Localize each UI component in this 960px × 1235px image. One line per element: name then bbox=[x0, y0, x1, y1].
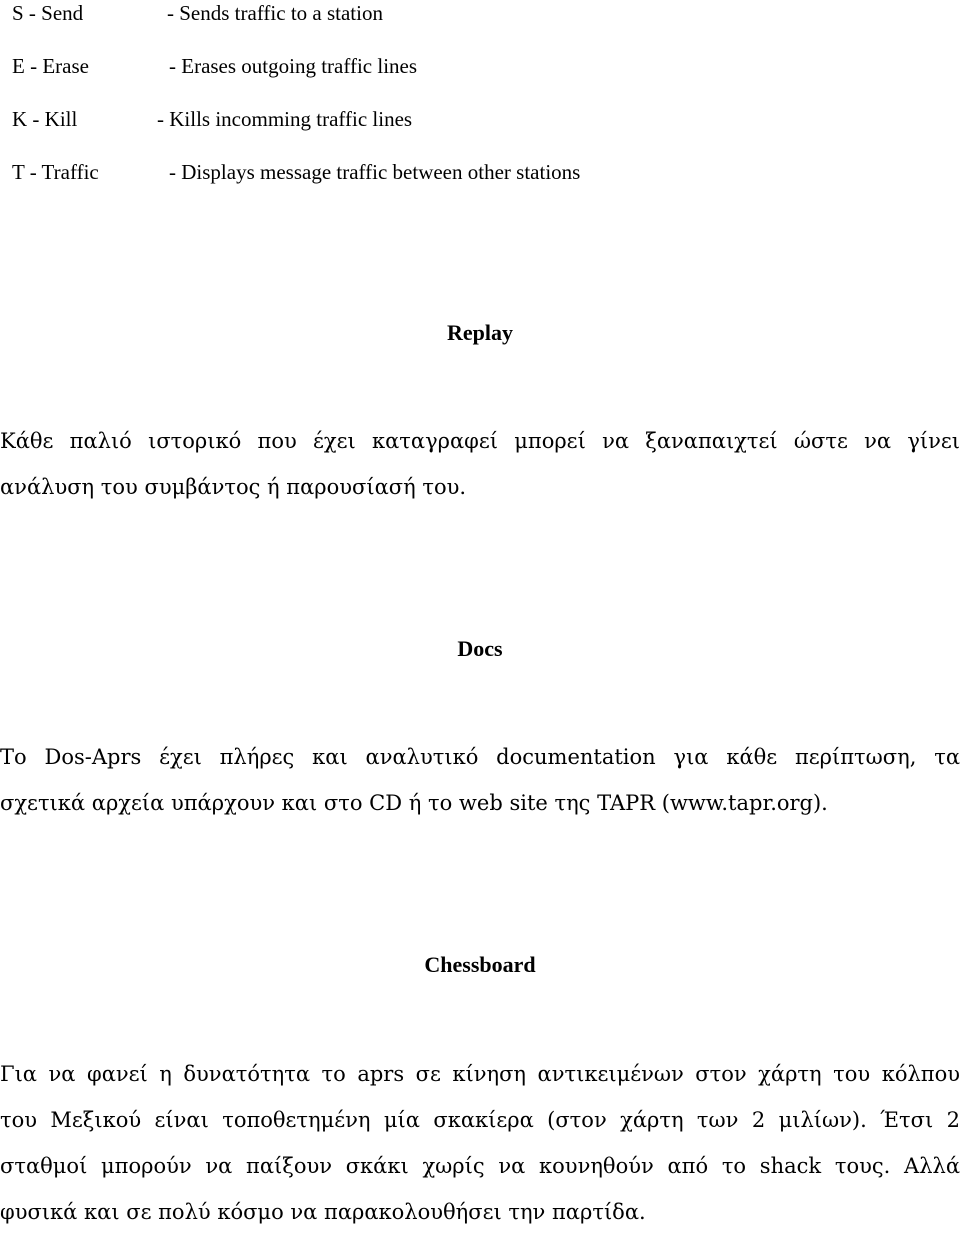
paragraph-line: του Μεξικού είναι τοποθετημένη μία σκακίερα (στον χάρτη των 2 μιλίων). Έτσι 2 bbox=[0, 1108, 960, 1132]
paragraph-line: σταθμοί μπορούν να παίξουν σκάκι χωρίς να κουνηθούν από το shack τους. Αλλά bbox=[0, 1154, 960, 1178]
section-heading-replay: Replay bbox=[447, 320, 513, 345]
command-description: - Kills incomming traffic lines bbox=[157, 107, 413, 131]
command-key: T - Traffic bbox=[12, 160, 99, 184]
section-heading-docs: Docs bbox=[457, 636, 503, 661]
section-heading-chessboard: Chessboard bbox=[424, 952, 536, 977]
paragraph-line: ανάλυση του συμβάντος ή παρουσίασή του. bbox=[0, 475, 467, 499]
paragraph-line: Για να φανεί η δυνατότητα το aprs σε κίνηση αντικειμένων στον χάρτη του κόλπου bbox=[0, 1062, 960, 1086]
paragraph-line: Το Dos-Aprs έχει πλήρες και αναλυτικό documentation για κάθε περίπτωση, τα bbox=[0, 745, 960, 769]
command-key: S - Send bbox=[12, 1, 84, 25]
command-description: - Erases outgoing traffic lines bbox=[169, 54, 418, 78]
paragraph-line: Κάθε παλιό ιστορικό που έχει καταγραφεί μπορεί να ξαναπαιχτεί ώστε να γίνει bbox=[0, 429, 960, 453]
paragraph-line: φυσικά και σε πολύ κόσμο να παρακολουθήσει την παρτίδα. bbox=[0, 1200, 646, 1224]
section-body-chessboard bbox=[0, 1051, 960, 1235]
section-body-docs bbox=[0, 734, 960, 826]
command-key: K - Kill bbox=[12, 107, 78, 131]
paragraph-line: σχετικά αρχεία υπάρχουν και στο CD ή το web site της TAPR (www.tapr.org). bbox=[0, 791, 828, 815]
command-description: - Displays message traffic between other stations bbox=[169, 160, 581, 184]
command-key: E - Erase bbox=[12, 54, 89, 78]
section-body-replay bbox=[0, 418, 960, 510]
command-description: - Sends traffic to a station bbox=[167, 1, 383, 25]
